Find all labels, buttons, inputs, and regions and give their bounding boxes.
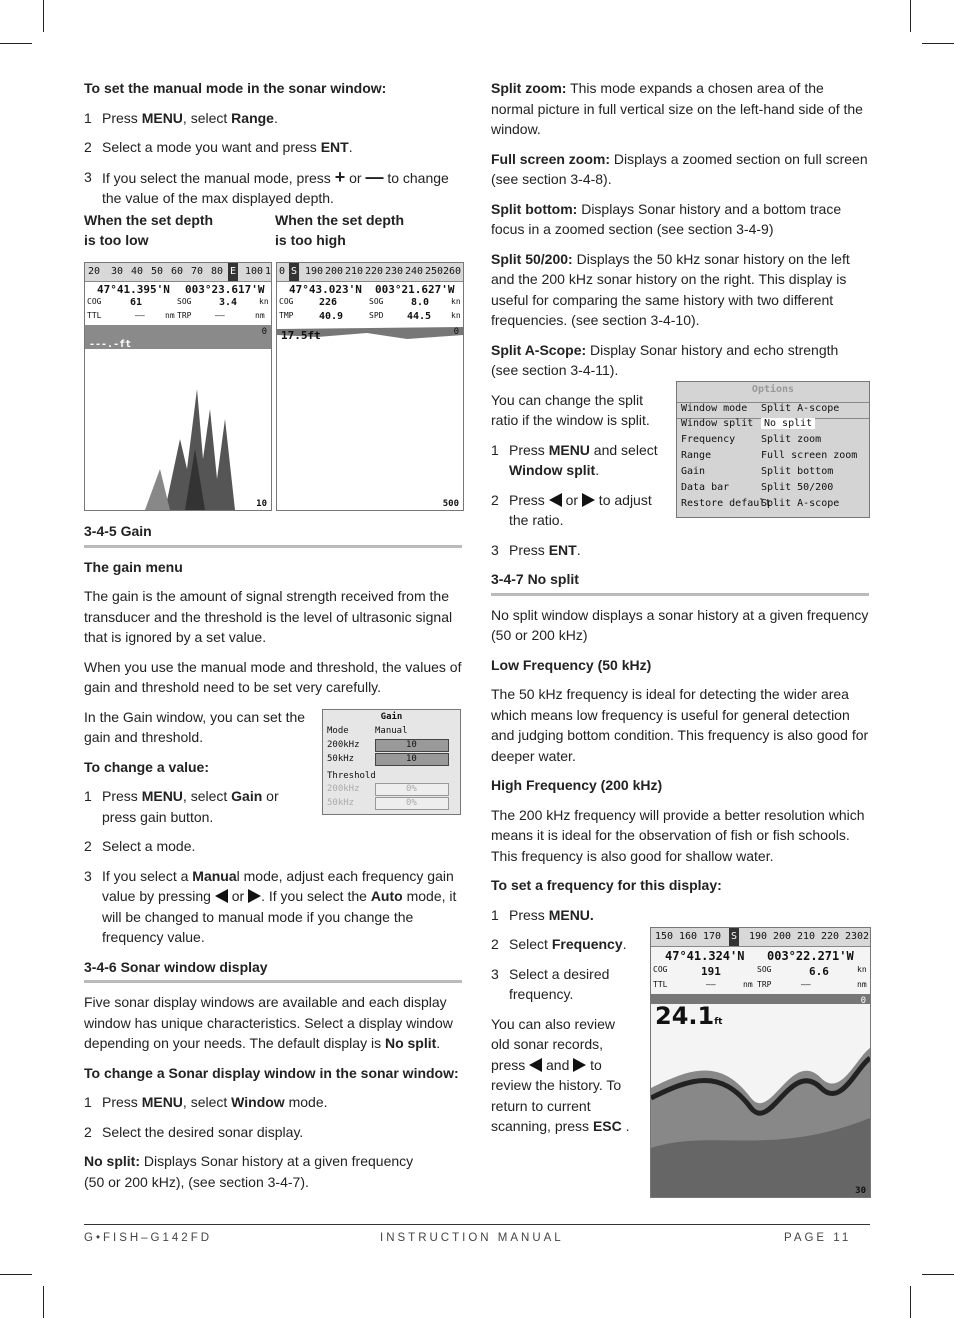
sonar-screenshot-too-low: 20 30 40 50 60 70 80 E 100 1 47°41.395'N 003°23.617'W COG 61 SOG 3.4 kn TTL —— nm TRP —— nm ---.-ft 0 10: [84, 262, 272, 511]
paragraph: The 50 kHz frequency is ideal for detecting the wider area which means low frequency is useful for general detection and judging bottom condition. This frequency is also good for deeper water.: [491, 686, 869, 764]
paragraph: Five sonar display windows are available and each display window has unique characteristics. Select a display window depending on your needs. The default display is No split.: [84, 994, 453, 1051]
section-heading: 3-4-6 Sonar window display: [84, 957, 462, 984]
paragraph: No split: Displays Sonar history at a given frequency (50 or 200 kHz), (see section 3-4-7).: [84, 1153, 414, 1190]
paragraph: Full screen zoom: Displays a zoomed section on full screen (see section 3-4-8).: [491, 150, 868, 187]
list-item: 1 Press MENU, select Range.: [84, 109, 278, 126]
options-menu-row: Data bar Split 50/200: [681, 482, 834, 493]
paragraph: You can change the split ratio if the window is split.: [491, 391, 650, 428]
caption-too-high: When the set depth is too high: [275, 211, 405, 248]
change-value-heading: To change a value:: [84, 758, 209, 775]
list-item: 2 Select Frequency.: [491, 936, 627, 952]
section-heading: 3-4-5 Gain: [84, 521, 462, 548]
range-scale-bar: 20 30 40 50 60 70 80 E 100 1: [85, 263, 271, 282]
right-arrow-icon: [248, 889, 261, 903]
left-arrow-icon: [549, 493, 562, 507]
list-item: 1 Press MENU.: [491, 906, 594, 923]
list-item: 1 Press MENU and select Window split.: [491, 441, 658, 478]
gain-menu-heading: The gain menu: [84, 558, 183, 575]
depth-readout: 17.5ft: [281, 329, 321, 342]
section-heading: 3-4-7 No split: [491, 569, 869, 596]
options-menu-screenshot: Options Window mode Split A-scope Window split No split Frequency Split zoom Range Full screen zoom Gain Split bottom Data bar Split 50/200 Restore default Split A-scope: [676, 381, 870, 518]
depth-readout: ---.-ft: [89, 339, 132, 350]
list-item: 1 Press MENU, select Gain or press gain button.: [84, 788, 279, 825]
ratio-steps: [491, 440, 669, 561]
crop-mark: [922, 43, 954, 44]
crop-mark: [910, 0, 911, 32]
gain-dialog-screenshot: Gain Mode Manual 200kHz 10 50kHz 10 Threshold 200kHz 0% 50kHz 0%: [322, 709, 461, 815]
sonar-echo-graphic: [85, 349, 271, 510]
options-menu-row: Range Full screen zoom: [681, 450, 858, 461]
footer-rule: [84, 1224, 870, 1225]
crop-mark: [910, 1286, 911, 1318]
sonar-screenshot-no-split: 150 160 170 S 190 200 210 220 230 2 47°41.324'N 003°22.271'W COG 191 SOG 6.6 kn TTL —— nm TRP —— nm 24.1ft 0 30: [650, 927, 871, 1198]
list-item: 2 Select a mode.: [84, 838, 196, 854]
change-sonar-heading: To change a Sonar display window in the sonar window:: [84, 1064, 459, 1081]
options-menu-row: Gain Split bottom: [681, 466, 834, 477]
right-arrow-icon: [582, 493, 595, 507]
caption-too-low: When the set depth is too low: [84, 211, 214, 248]
options-menu-row: Window mode Split A-scope: [677, 402, 869, 419]
options-menu-row: Frequency Split zoom: [681, 434, 822, 445]
list-item: 3 If you select the manual mode, press + or — to change the value of the max displayed depth.: [84, 166, 449, 206]
paragraph: Split 50/200: Displays the 50 kHz sonar history on the left and the 200 kHz sonar history on the right. This display is useful for comparing the same history with two different frequencies. (see section 3-4-10).: [491, 250, 850, 328]
page-number: PAGE 11: [784, 1232, 852, 1244]
paragraph: The 200 kHz frequency will provide a better resolution which means it is ideal for the observation of fish or fish schools. This frequency is also good for shallow water.: [491, 806, 865, 864]
list-item: 2 Select the desired sonar display.: [84, 1123, 304, 1140]
left-column: [84, 78, 462, 260]
left-arrow-icon: [529, 1058, 542, 1072]
paragraph: The gain is the amount of signal strength received from the transducer and the threshold is the level of ultrasonic signal that is ignored by a set value.: [84, 588, 453, 645]
list-item: 3 Press ENT.: [491, 541, 581, 558]
list-item: 1 Press MENU, select Window mode.: [84, 1094, 328, 1110]
manual-steps: [84, 108, 462, 209]
footer-model: G•FISH–G142FD: [84, 1232, 213, 1244]
list-item: 2 Select a mode you want and press ENT.: [84, 139, 353, 155]
range-scale-bar: 0 S 190 200 210 220 230 240 250 260: [277, 263, 463, 282]
crop-mark: [43, 0, 44, 32]
change-sonar-steps: [84, 1092, 462, 1142]
paragraph: Split bottom: Displays Sonar history and a bottom trace focus in a zoomed section (see section 3-4-9): [491, 200, 842, 237]
list-item: 3 Select a desired frequency.: [491, 965, 610, 1002]
low-frequency-heading: Low Frequency (50 kHz): [491, 656, 652, 673]
range-scale-bar: 150 160 170 S 190 200 210 220 230 2: [651, 928, 870, 947]
crop-mark: [0, 43, 32, 44]
list-item: 3 If you select a Manual mode, adjust each frequency gain value by pressing or . If you select the Auto mode, it will be changed to manual mode if you change the frequency value.: [84, 867, 457, 945]
left-column-lower: [84, 521, 462, 1201]
sonar-screenshot-too-high: 0 S 190 200 210 220 230 240 250 260 47°43.023'N 003°21.627'W COG 226 SOG 8.0 kn TMP 40.9 SPD 44.5 kn 17.5ft 0 500: [276, 262, 464, 511]
crop-mark: [43, 1286, 44, 1318]
paragraph: No split window displays a sonar history at a given frequency (50 or 200 kHz): [491, 606, 869, 643]
frequency-steps: [491, 905, 636, 1005]
minus-icon: —: [365, 166, 384, 187]
depth-readout: 24.1ft: [655, 1002, 723, 1030]
options-menu-row: Restore default Split A-scope: [681, 498, 840, 509]
paragraph: You can also review old sonar records, press and to review the history. To return to current scanning, press ESC .: [491, 1015, 630, 1134]
manual-mode-heading: To set the manual mode in the sonar window:: [84, 80, 387, 96]
high-frequency-heading: High Frequency (200 kHz): [491, 777, 663, 793]
set-frequency-heading: To set a frequency for this display:: [491, 877, 722, 893]
paragraph: Split zoom: This mode expands a chosen area of the normal picture in full vertical size on the left-hand side of the window.: [491, 80, 863, 137]
paragraph: Split A-Scope: Display Sonar history and echo strength (see section 3-4-11).: [491, 341, 839, 378]
list-item: 2 Press or to adjust the ratio.: [491, 491, 652, 528]
options-menu-row: Window split No split: [677, 418, 869, 433]
left-arrow-icon: [215, 889, 228, 903]
right-arrow-icon: [573, 1058, 586, 1072]
footer-title: INSTRUCTION MANUAL: [380, 1232, 564, 1244]
sonar-echo-graphic: [651, 1028, 870, 1197]
crop-mark: [0, 1274, 32, 1275]
crop-mark: [922, 1274, 954, 1275]
paragraph: When you use the manual mode and threshold, the values of gain and threshold need to be set very carefully.: [84, 658, 462, 695]
plus-icon: +: [334, 166, 346, 187]
paragraph: In the Gain window, you can set the gain and threshold.: [84, 708, 306, 745]
depth-captions: [84, 211, 462, 260]
